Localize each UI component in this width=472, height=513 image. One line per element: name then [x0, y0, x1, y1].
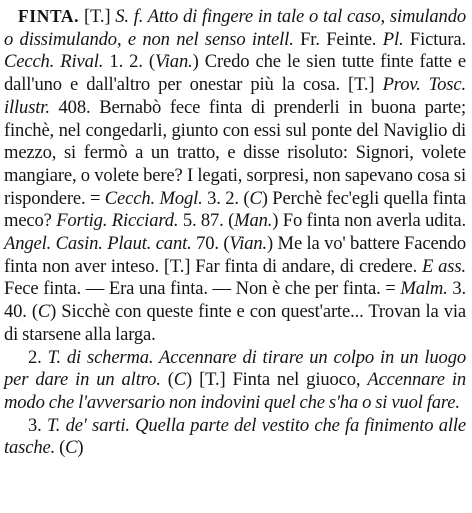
citation-editor: Vian. — [229, 233, 268, 255]
quotation: ) Perchè fec'egli quella finta meco? — [4, 187, 466, 232]
dictionary-entry — [4, 5, 466, 460]
definition: T. di scherma. Accennare di tirare un colpo in un luogo per dare in un altro. — [4, 346, 466, 391]
definition: Accennare in modo che l'avversario non indovini quel che s'ha o si vuol fare. — [4, 369, 466, 413]
sense-number: 2. — [28, 346, 48, 368]
quotation: ) Me la vo' battere Facendo finta non aver inteso. [T.] Far finta di andare, di credere. — [4, 233, 466, 277]
citation-editor: C — [65, 437, 78, 459]
entry-paragraph-sense-3 — [4, 415, 466, 460]
text: 5. 87. ( — [178, 210, 235, 232]
text: ( — [160, 369, 174, 391]
quotation: Fece finta. — Era una finta. — Non è che per finta. = — [4, 278, 401, 300]
citation-source: Cecch. Mogl. — [104, 187, 203, 209]
citation-source: Prov. Tosc. illustr. — [4, 74, 466, 118]
abbreviation: Pl. — [382, 28, 404, 50]
text: ) [T.] Finta nel giuoco, — [186, 369, 368, 391]
definition: S. f. Atto di fingere in tale o tal caso, simulando o dissimulando, e non nel senso intell. — [4, 6, 466, 50]
quotation: ) Credo che le sien tutte finte fatte e dall'uno e dall'altro per onestar più la cosa. [T.] — [4, 51, 467, 96]
text: 3. 2. ( — [202, 187, 250, 209]
text: Fr. Feinte. — [293, 28, 383, 50]
citation-editor: Man. — [234, 210, 273, 232]
quotation: ) Sicchè con queste finte e con quest'arte... Trovan la via di starsene alla larga. — [4, 301, 466, 345]
entry-paragraph-sense-2 — [4, 347, 466, 415]
citation-source: Malm. — [400, 278, 448, 300]
entry-paragraph-main — [4, 5, 466, 347]
citation-source: Angel. Casin. Plaut. cant. — [4, 233, 192, 255]
sense-number: 3. — [28, 414, 47, 436]
text: Fictura. — [403, 28, 466, 50]
quotation: ) Fo finta non averla udita. — [272, 210, 467, 232]
text: ( — [55, 437, 66, 459]
abbreviation: E ass. — [422, 255, 466, 277]
headword: FINTA. — [18, 6, 80, 26]
text: [T.] — [79, 6, 116, 27]
citation-editor: C — [173, 369, 187, 391]
citation-editor: C — [249, 187, 262, 209]
citation-source: Cecch. Rival. — [4, 51, 104, 73]
citation-source: Fortig. Ricciard. — [56, 210, 179, 232]
text: 1. 2. ( — [103, 51, 155, 73]
citation-editor: C — [37, 301, 51, 323]
text: 70. ( — [191, 233, 230, 255]
text: ) — [77, 437, 84, 459]
quotation: 408. Bernabò fece finta di prenderli in buona parte; finchè, nel congedarli, giunto con essi sul ponte del Naviglio di mezzo, si fermò a un tratto, e disse risoluto: Signori, volete mangiare, o volete bere? I legati, sorpresi, non sapevano cosa si rispondere. = — [4, 96, 466, 209]
text: 3. 40. ( — [4, 278, 466, 323]
citation-editor: Vian. — [154, 51, 193, 73]
definition: T. de' sarti. Quella parte del vestito che fa finimento alle tasche. — [4, 414, 466, 459]
